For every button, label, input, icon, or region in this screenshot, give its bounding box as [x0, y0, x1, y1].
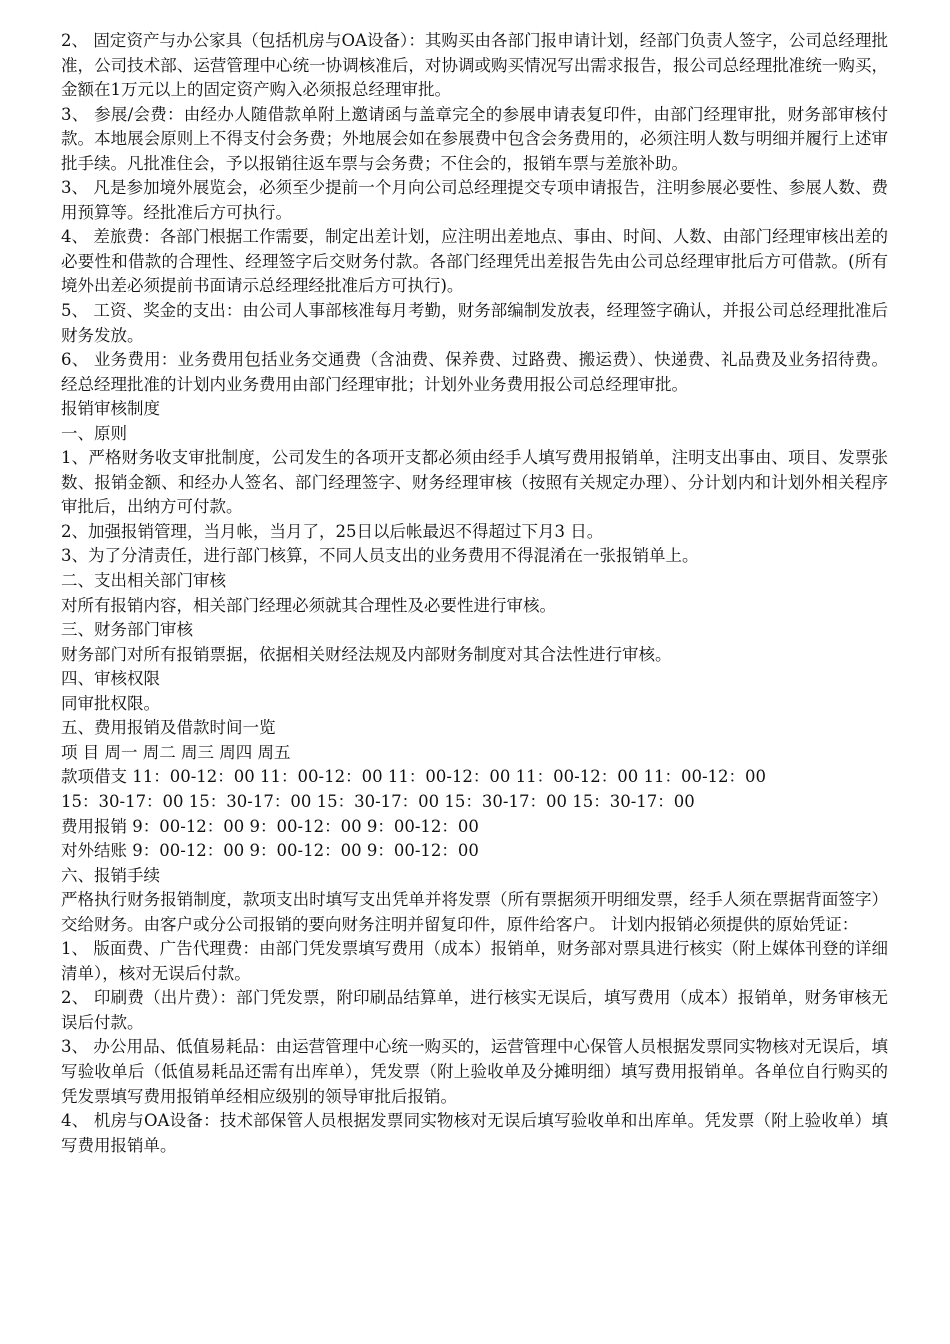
procedure-item-office-supplies: 3、 办公用品、低值易耗品：由运营管理中心统一购买的，运营管理中心保管人员根据发票同实物核对无误后，填写验收单后（低值易耗品还需有出库单），凭发票（附上验收单及分摊明细）填写费用报销单。各单位自行购买的凭发票填写费用报销单经相应级别的领导审批后报销。 — [61, 1037, 888, 1106]
procedure-item-oa-equipment: 4、 机房与OA设备：技术部保管人员根据发票同实物核对无误后填写验收单和出库单。凭发票（附上验收单）填写费用报销单。 — [61, 1111, 888, 1155]
dept-review-text: 对所有报销内容，相关部门经理必须就其合理性及必要性进行审核。 — [61, 595, 556, 615]
schedule-row-loans-am: 款项借支 11：00-12：00 11：00-12：00 11：00-12：00 11：00-12：00 11：00-12：00 — [61, 767, 767, 787]
principle-3: 3、为了分清责任，进行部门核算，不同人员支出的业务费用不得混淆在一张报销单上。 — [61, 546, 699, 566]
procedure-intro: 严格执行财务报销制度，款项支出时填写支出凭单并将发票（所有票据须开明细发票，经手人须在票据背面签字）交给财务。由客户或分公司报销的要向财务注明并留复印件，原件给客户。 计划内报销必须提供的原始凭证： — [61, 890, 888, 934]
item-exhibition-fees: 3、 参展/会费：由经办人随借款单附上邀请函与盖章完全的参展申请表复印件，由部门经理审批，财务部审核付款。本地展会原则上不得支付会务费；外地展会如在参展费中包含会务费用的，必须注明人数与明细并履行上述审批手续。凡批准住会，予以报销往返车票与会务费；不住会的，报销车票与差旅补助。 — [61, 104, 888, 173]
schedule-header-row: 项 目 周一 周二 周三 周四 周五 — [61, 742, 291, 762]
item-overseas-exhibition: 3、 凡是参加境外展览会，必须至少提前一个月向公司总经理提交专项申请报告，注明参展必要性、参展人数、费用预算等。经批准后方可执行。 — [61, 178, 888, 222]
review-authority-text: 同审批权限。 — [61, 693, 160, 713]
principle-1: 1、严格财务收支审批制度，公司发生的各项开支都必须由经手人填写费用报销单，注明支出事由、项目、发票张数、报销金额、和经办人签名、部门经理签字、财务经理审核（按照有关规定办理）、分计划内和计划外相关程序审批后，出纳方可付款。 — [61, 448, 888, 517]
schedule-row-reimbursement: 费用报销 9：00-12：00 9：00-12：00 9：00-12：00 — [61, 816, 479, 836]
item-salary-bonus: 5、 工资、奖金的支出：由公司人事部核准每月考勤，财务部编制发放表，经理签字确认，并报公司总经理批准后财务发放。 — [61, 301, 888, 345]
procedure-item-advertising: 1、 版面费、广告代理费：由部门凭发票填写费用（成本）报销单，财务部对票具进行核实（附上媒体刊登的详细清单），核对无误后付款。 — [61, 939, 888, 983]
heading-reimbursement-procedure: 六、报销手续 — [61, 865, 160, 885]
item-travel-expenses: 4、 差旅费：各部门根据工作需要，制定出差计划，应注明出差地点、事由、时间、人数、由部门经理审核出差的必要性和借款的合理性、经理签字后交财务付款。各部门经理凭出差报告先由公司总经理审批后方可借款。(所有境外出差必须提前书面请示总经理经批准后方可执行)。 — [61, 227, 888, 296]
heading-schedule: 五、费用报销及借款时间一览 — [61, 718, 276, 738]
item-business-expenses: 6、 业务费用：业务费用包括业务交通费（含油费、保养费、过路费、搬运费）、快递费、礼品费及业务招待费。经总经理批准的计划内业务费用由部门经理审批；计划外业务费用报公司总经理审批。 — [61, 350, 888, 394]
item-fixed-assets: 2、 固定资产与办公家具（包括机房与OA设备）：其购买由各部门报申请计划，经部门负责人签字，公司总经理批准，公司技术部、运营管理中心统一协调核准后，对协调或购买情况写出需求报告，报公司总经理批准统一购买，金额在1万元以上的固定资产购入必须报总经理审批。 — [61, 31, 888, 100]
procedure-item-printing: 2、 印刷费（出片费）：部门凭发票，附印刷品结算单，进行核实无误后，填写费用（成本）报销单，财务审核无误后付款。 — [61, 988, 888, 1032]
finance-review-text: 财务部门对所有报销票据，依据相关财经法规及内部财务制度对其合法性进行审核。 — [61, 644, 672, 664]
heading-review-authority: 四、审核权限 — [61, 669, 160, 689]
section-title-reimbursement-review: 报销审核制度 — [61, 399, 160, 419]
schedule-row-external-settlement: 对外结账 9：00-12：00 9：00-12：00 9：00-12：00 — [61, 841, 479, 861]
heading-dept-review: 二、支出相关部门审核 — [61, 571, 226, 591]
schedule-row-loans-pm: 15：30-17：00 15：30-17：00 15：30-17：00 15：30-17：00 15：30-17：00 — [61, 791, 695, 811]
principle-2: 2、加强报销管理，当月帐，当月了，25日以后帐最迟不得超过下月3 日。 — [61, 521, 604, 541]
heading-principles: 一、原则 — [61, 423, 127, 443]
heading-finance-review: 三、财务部门审核 — [61, 620, 193, 640]
